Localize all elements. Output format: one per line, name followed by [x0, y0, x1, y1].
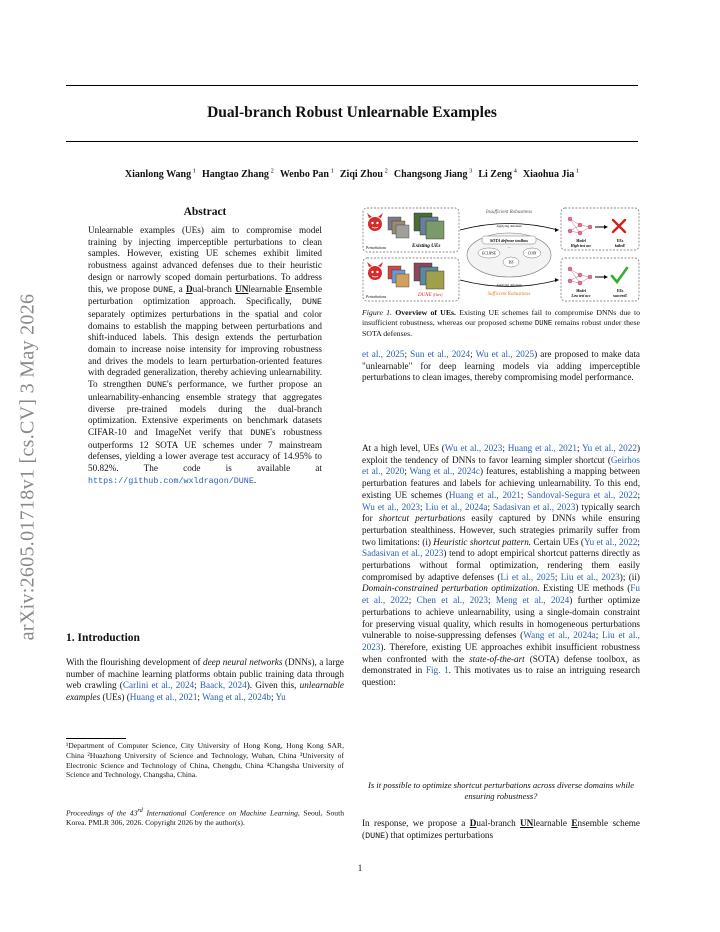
author-name: Changsong Jiang $^3$ [393, 168, 473, 181]
figure-caption: Figure 1. Overview of UEs. Existing UE schemes fail to compromise DNNs due to insufficient robustness, whereas our proposed scheme DUNE remains robust under these SOTA defenses. [362, 308, 641, 338]
right-column-paragraph-2: At a high level, UEs (Wu et al., 2023; Huang et al., 2021; Yu et al., 2022) exploit the tendency of DNNs to favor learning simpler shortcut (Geirhos et al., 2020; Wang et al., 2024c) features, establishing a mapping between perturbation features and labels for achieving unlearnability. To this end, existing UE schemes (Huang et al., 2021; Sandoval-Segura et al., 2022; Wu et al., 2023; Liu et al., 2024a; Sadasivan et al., 2023) typically search for shortcut perturbations easily captured by DNNs while ensuring perturbation stealthiness. However, such strategies primarily suffer from two limitations: (i) Heuristic shortcut pattern. Certain UEs (Yu et al., 2022; Sadasivan et al., 2023) tend to adopt empirical shortcut patterns directly as perturbations without formal optimization, rendering them easily compromised by adaptive defenses (Li et al., 2025; Liu et al., 2023); (ii) Domain-constrained perturbation optimization. Existing UE methods (Fu et al., 2022; Chen et al., 2023; Meng et al., 2024) further optimize perturbations to achieve unlearnability, using a single-domain constraint for preserving visual quality, which results in homogeneous perturbations vulnerable to noise-suppressing defenses (Wang et al., 2024a; Liu et al., 2023). Therefore, existing UE approaches exhibit insufficient robustness when confronted with the state-of-the-art (SOTA) defense toolbox, as demonstrated in Fig. 1. This motivates us to raise an intriguing research question: [362, 443, 641, 688]
image-stack-icon [414, 213, 444, 239]
devil-icon [367, 213, 383, 231]
citation-link[interactable]: Chen et al., 2023 [416, 595, 488, 606]
citation-link[interactable]: Meng et al., 2024 [495, 595, 570, 606]
figure-link[interactable]: Fig. 1 [425, 665, 449, 676]
svg-text:Applying defenses: Applying defenses [496, 224, 522, 228]
page-number: 1 [357, 863, 363, 873]
svg-text:Model: Model [576, 239, 586, 243]
abstract-body: Unlearnable examples (UEs) aim to compromise model training by injecting imperceptible perturbations to clean samples. However, existing UE schemes exhibit limited robustness against advanced defenses due to their heuristic design or narrowly scoped domain perturbations. To address this, we propose DUNE, a Dual-branch UNlearnable Ensemble perturbation optimization approach. Specifically, DUNE separately optimizes perturbations in the spatial and color domains to establish the mapping between perturbations and shift-induced labels. This design extends the perturbation domain to increase noise intensity for improving robustness and drives the models to learn perturbation-oriented features with degraded generalization, thereby achieving unlearnability. To strengthen DUNE's performance, we further propose an unlearnability-enhancing ensemble strategy that aggregates diverse pre-trained models during the dual-branch optimization. Extensive experiments on benchmark datasets CIFAR-10 and ImageNet verify that DUNE's robustness outperforms 12 SOTA UE schemes under 7 mainstream defenses, yielding a lower average test accuracy of 14.95% to 50.82%. The code is available at https://github.com/wxldragon/DUNE. [88, 225, 323, 486]
author-name: Hangtao Zhang $^2$ [201, 168, 274, 181]
svg-text:Low test acc: Low test acc [571, 294, 591, 298]
title-bottom-rule [66, 141, 638, 142]
citation-link[interactable]: Sadasivan et al., 2023 [493, 501, 576, 512]
top-rule [66, 85, 638, 86]
svg-text:UEs: UEs [616, 289, 624, 293]
citation-link[interactable]: Wang et al., 2024c [409, 466, 480, 477]
citation-link[interactable]: Liu et al., 2023 [362, 630, 640, 652]
citation-link[interactable]: Liu et al., 2023 [560, 571, 620, 582]
perturbation-images-icon [388, 266, 409, 287]
author-list [66, 168, 638, 180]
citation-link[interactable]: Yu [275, 692, 286, 703]
svg-text:COIN: COIN [527, 251, 537, 256]
svg-text:Model: Model [576, 289, 586, 293]
svg-text:...: ... [507, 244, 511, 249]
author-affiliation-mark: 2 [382, 168, 388, 175]
footnote-rule [66, 738, 126, 739]
svg-text:ISS: ISS [508, 260, 514, 265]
figure-overview-ues [362, 205, 640, 305]
citation-link[interactable]: Fu et al., 2022 [362, 583, 641, 606]
citation-link[interactable]: Sandoval-Segura et al., 2022 [527, 489, 638, 500]
citation-link[interactable]: Baack, 2024 [199, 680, 247, 691]
author-affiliation-mark: 4 [511, 168, 517, 175]
code-link[interactable]: https://github.com/wxldragon/DUNE [88, 475, 254, 486]
neural-network-icon [568, 267, 592, 285]
image-stack-icon [414, 263, 444, 289]
citation-link[interactable]: Li et al., 2025 [500, 571, 555, 582]
svg-text:SOTA defense toolbox: SOTA defense toolbox [489, 238, 529, 243]
author-name: Ziqi Zhou $^2$ [339, 168, 388, 181]
defense-toolbox [467, 233, 551, 277]
citation-link[interactable]: Sadasivan et al., 2023 [362, 548, 444, 559]
citation-link[interactable]: Liu et al., 2024a [425, 501, 488, 512]
citation-link[interactable]: Yu et al., 2022 [582, 443, 637, 453]
author-affiliation-mark: 1 [329, 168, 334, 175]
citation-link[interactable]: Sun et al., 2024 [410, 349, 471, 359]
research-question: Is it possible to optimize shortcut perturbations across diverse domains while ensuring robustness? [367, 780, 635, 801]
arxiv-identifier: arXiv:2605.01718v1 [cs.CV] 3 May 2026 [16, 293, 39, 641]
svg-text:Perturbations: Perturbations [366, 295, 386, 299]
citation-link[interactable]: Carlini et al., 2024 [122, 680, 195, 691]
author-name: Wenbo Pan $^1$ [279, 168, 334, 181]
section-heading-introduction: 1. Introduction [66, 632, 140, 644]
arxiv-sidebar [2, 262, 54, 672]
right-column-paragraph-3: In response, we propose a Dual-branch UNlearnable Ensemble scheme (DUNE) that optimizes perturbations [362, 818, 641, 841]
svg-text:Perturbations: Perturbations [366, 246, 386, 250]
paper-title: Dual-branch Robust Unlearnable Examples [207, 104, 497, 121]
svg-text:ECLIPSE: ECLIPSE [482, 251, 496, 256]
svg-text:High test acc: High test acc [570, 244, 592, 248]
affiliation-footnote: ¹Department of Computer Science, City University of Hong Kong, Hong Kong SAR, China ²Huazhong University of Science and Technology, Wuhan, China ³University of Electronic Science and Technology of China, Chengdu, China ⁴Changsha University of Science and Technology, Changsha, China. [66, 741, 344, 780]
citation-link[interactable]: Geirhos et al., 2020 [362, 454, 640, 477]
svg-text:Existing UEs: Existing UEs [412, 243, 441, 249]
svg-text:Insufficient Robustness: Insufficient Robustness [485, 210, 533, 215]
citation-link[interactable]: Huang et al., 2021 [507, 443, 577, 453]
citation-link[interactable]: Huang et al., 2021 [448, 489, 521, 500]
proceedings-note: Proceedings of the 43rd International Conference on Machine Learning, Seoul, South Korea. PMLR 306, 2026. Copyright 2026 by the author(s). [66, 807, 344, 828]
author-name: Li Zeng $^4$ [478, 168, 517, 181]
author-affiliation-mark: 2 [268, 168, 274, 175]
introduction-body: With the flourishing development of deep neural networks (DNNs), a large number of machine learning platforms obtain public training data through web crawling (Carlini et al., 2024; Baack, 2024). Given this, unlearnable examples (UEs) (Huang et al., 2021; Wang et al., 2024b; Yu [66, 657, 345, 703]
svg-text:Sufficient Robustness: Sufficient Robustness [487, 292, 531, 297]
perturbation-images-icon [388, 217, 409, 238]
svg-text:DUNE (Ours): DUNE (Ours) [418, 293, 443, 298]
citation-link[interactable]: Yu et al., 2022 [584, 536, 638, 547]
svg-text:UEs: UEs [616, 239, 624, 243]
citation-link[interactable]: Wang et al., 2024b [202, 692, 272, 703]
citation-link[interactable]: Wu et al., 2025 [475, 349, 535, 359]
svg-text:Applying defenses: Applying defenses [496, 283, 522, 287]
svg-text:succeed!: succeed! [613, 294, 627, 298]
cross-icon [613, 220, 625, 232]
devil-icon [367, 262, 383, 280]
author-affiliation-mark: 3 [467, 168, 473, 175]
neural-network-icon [568, 217, 592, 235]
author-name: Xianlong Wang $^1$ [124, 168, 196, 181]
citation-link[interactable]: Wu et al., 2023 [362, 501, 421, 512]
citation-link[interactable]: Huang et al., 2021 [129, 692, 198, 703]
citation-link[interactable]: et al., 2025 [362, 349, 405, 359]
svg-text:failed!: failed! [614, 244, 626, 248]
citation-link[interactable]: Wang et al., 2024a [523, 630, 596, 641]
author-name: Xiaohua Jia $^1$ [522, 168, 580, 181]
author-affiliation-mark: 1 [574, 168, 580, 175]
author-affiliation-mark: 1 [191, 168, 196, 175]
abstract-heading: Abstract [183, 206, 227, 218]
check-icon [612, 268, 627, 282]
citation-link[interactable]: Wu et al., 2023 [444, 443, 503, 453]
right-column-paragraph-1: et al., 2025; Sun et al., 2024; Wu et al., 2025) are proposed to make data "unlearnable" for deep learning models via adding imperceptible perturbations to clean images, thereby compromising model performance. [362, 349, 641, 383]
